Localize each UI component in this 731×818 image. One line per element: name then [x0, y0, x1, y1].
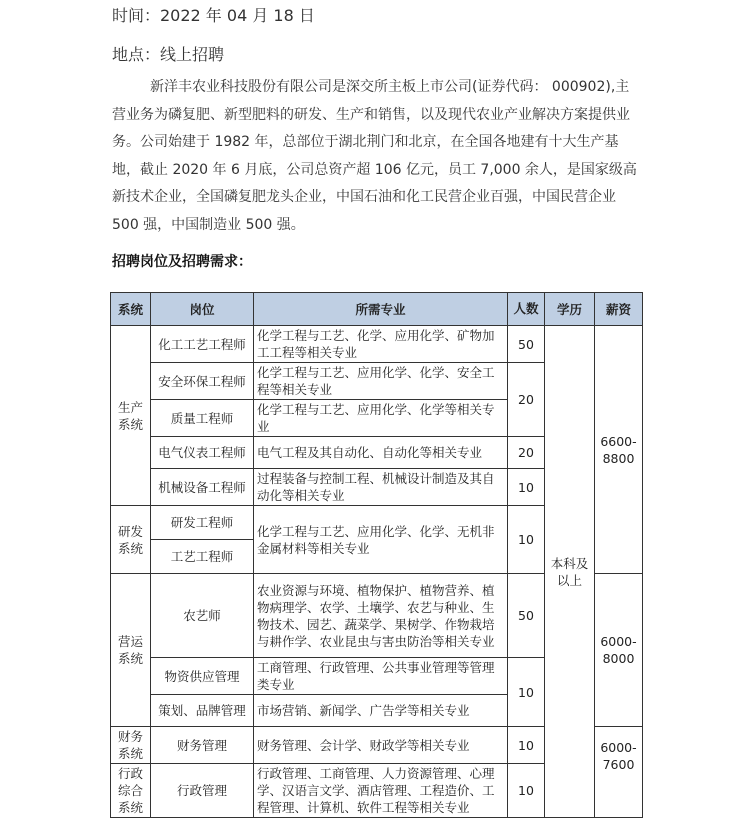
major-cell: 化学工程与工艺、应用化学、化学等相关专业 [254, 400, 508, 437]
count-cell: 10 [508, 764, 545, 818]
count-cell: 10 [508, 506, 545, 574]
position-cell: 策划、品牌管理 [151, 695, 254, 727]
header-count: 人数 [508, 293, 545, 326]
count-cell: 10 [508, 658, 545, 727]
position-cell: 研发工程师 [151, 506, 254, 540]
major-cell: 电气工程及其自动化、自动化等相关专业 [254, 437, 508, 469]
major-cell: 行政管理、工商管理、人力资源管理、心理学、汉语言文学、酒店管理、工程造价、工程管理、计算机、软件工程等相关专业 [254, 764, 508, 818]
salary-cell: 6600-8800 [595, 326, 643, 574]
system-cell: 行政综合系统 [111, 764, 151, 818]
header-position: 岗位 [151, 293, 254, 326]
count-cell: 10 [508, 727, 545, 764]
major-cell: 化学工程与工艺、应用化学、化学、无机非金属材料等相关专业 [254, 506, 508, 574]
header-major: 所需专业 [254, 293, 508, 326]
salary-cell: 6000-8000 [595, 574, 643, 727]
time-line: 时间：2022 年 04 月 18 日 [112, 6, 315, 25]
major-cell: 过程装备与控制工程、机械设计制造及其自动化等相关专业 [254, 469, 508, 506]
count-cell: 20 [508, 363, 545, 437]
place-line: 地点：线上招聘 [112, 45, 225, 64]
major-cell: 工商管理、行政管理、公共事业管理等管理类专业 [254, 658, 508, 695]
position-cell: 电气仪表工程师 [151, 437, 254, 469]
system-cell: 生产系统 [111, 326, 151, 506]
count-cell: 20 [508, 437, 545, 469]
position-cell: 质量工程师 [151, 400, 254, 437]
major-cell: 市场营销、新闻学、广告学等相关专业 [254, 695, 508, 727]
salary-cell: 6000-7600 [595, 727, 643, 818]
major-cell: 农业资源与环境、植物保护、植物营养、植物病理学、农学、土壤学、农艺与种业、生物技术、园艺、蔬菜学、果树学、作物栽培与耕作学、农业昆虫与害虫防治等相关专业 [254, 574, 508, 658]
count-cell: 50 [508, 574, 545, 658]
position-cell: 安全环保工程师 [151, 363, 254, 400]
count-cell: 50 [508, 326, 545, 363]
position-cell: 农艺师 [151, 574, 254, 658]
count-cell: 10 [508, 469, 545, 506]
education-cell: 本科及以上 [545, 326, 595, 818]
position-cell: 财务管理 [151, 727, 254, 764]
position-cell: 行政管理 [151, 764, 254, 818]
major-cell: 化学工程与工艺、应用化学、化学、安全工程等相关专业 [254, 363, 508, 400]
position-cell: 机械设备工程师 [151, 469, 254, 506]
header-system: 系统 [111, 293, 151, 326]
system-cell: 营运系统 [111, 574, 151, 727]
system-cell: 研发系统 [111, 506, 151, 574]
recruitment-table [110, 292, 643, 818]
header-education: 学历 [545, 293, 595, 326]
major-cell: 财务管理、会计学、财政学等相关专业 [254, 727, 508, 764]
company-intro: 新洋丰农业科技股份有限公司是深交所主板上市公司(证券代码： 000902),主营业务为磷复肥、新型肥料的研发、生产和销售，以及现代农业产业解决方案提供业务。公司始建于 1982 年，总部位于湖北荆门和北京，在全国各地建有十大生产基地，截止 2020 年 6 月底，公司总资产超 106 亿元，员工 7,000 余人，是国家级高新技术企业，全国磷复肥龙头企业，中国石油和化工民营企业百强，中国民营企业 500 强，中国制造业 500 强。 [112, 79, 637, 233]
table-header-row [111, 293, 643, 326]
table-row [111, 326, 643, 363]
position-cell: 工艺工程师 [151, 540, 254, 574]
section-title: 招聘岗位及招聘需求： [112, 254, 252, 270]
position-cell: 物资供应管理 [151, 658, 254, 695]
system-cell: 财务系统 [111, 727, 151, 764]
position-cell: 化工工艺工程师 [151, 326, 254, 363]
header-salary: 薪资 [595, 293, 643, 326]
major-cell: 化学工程与工艺、化学、应用化学、矿物加工工程等相关专业 [254, 326, 508, 363]
